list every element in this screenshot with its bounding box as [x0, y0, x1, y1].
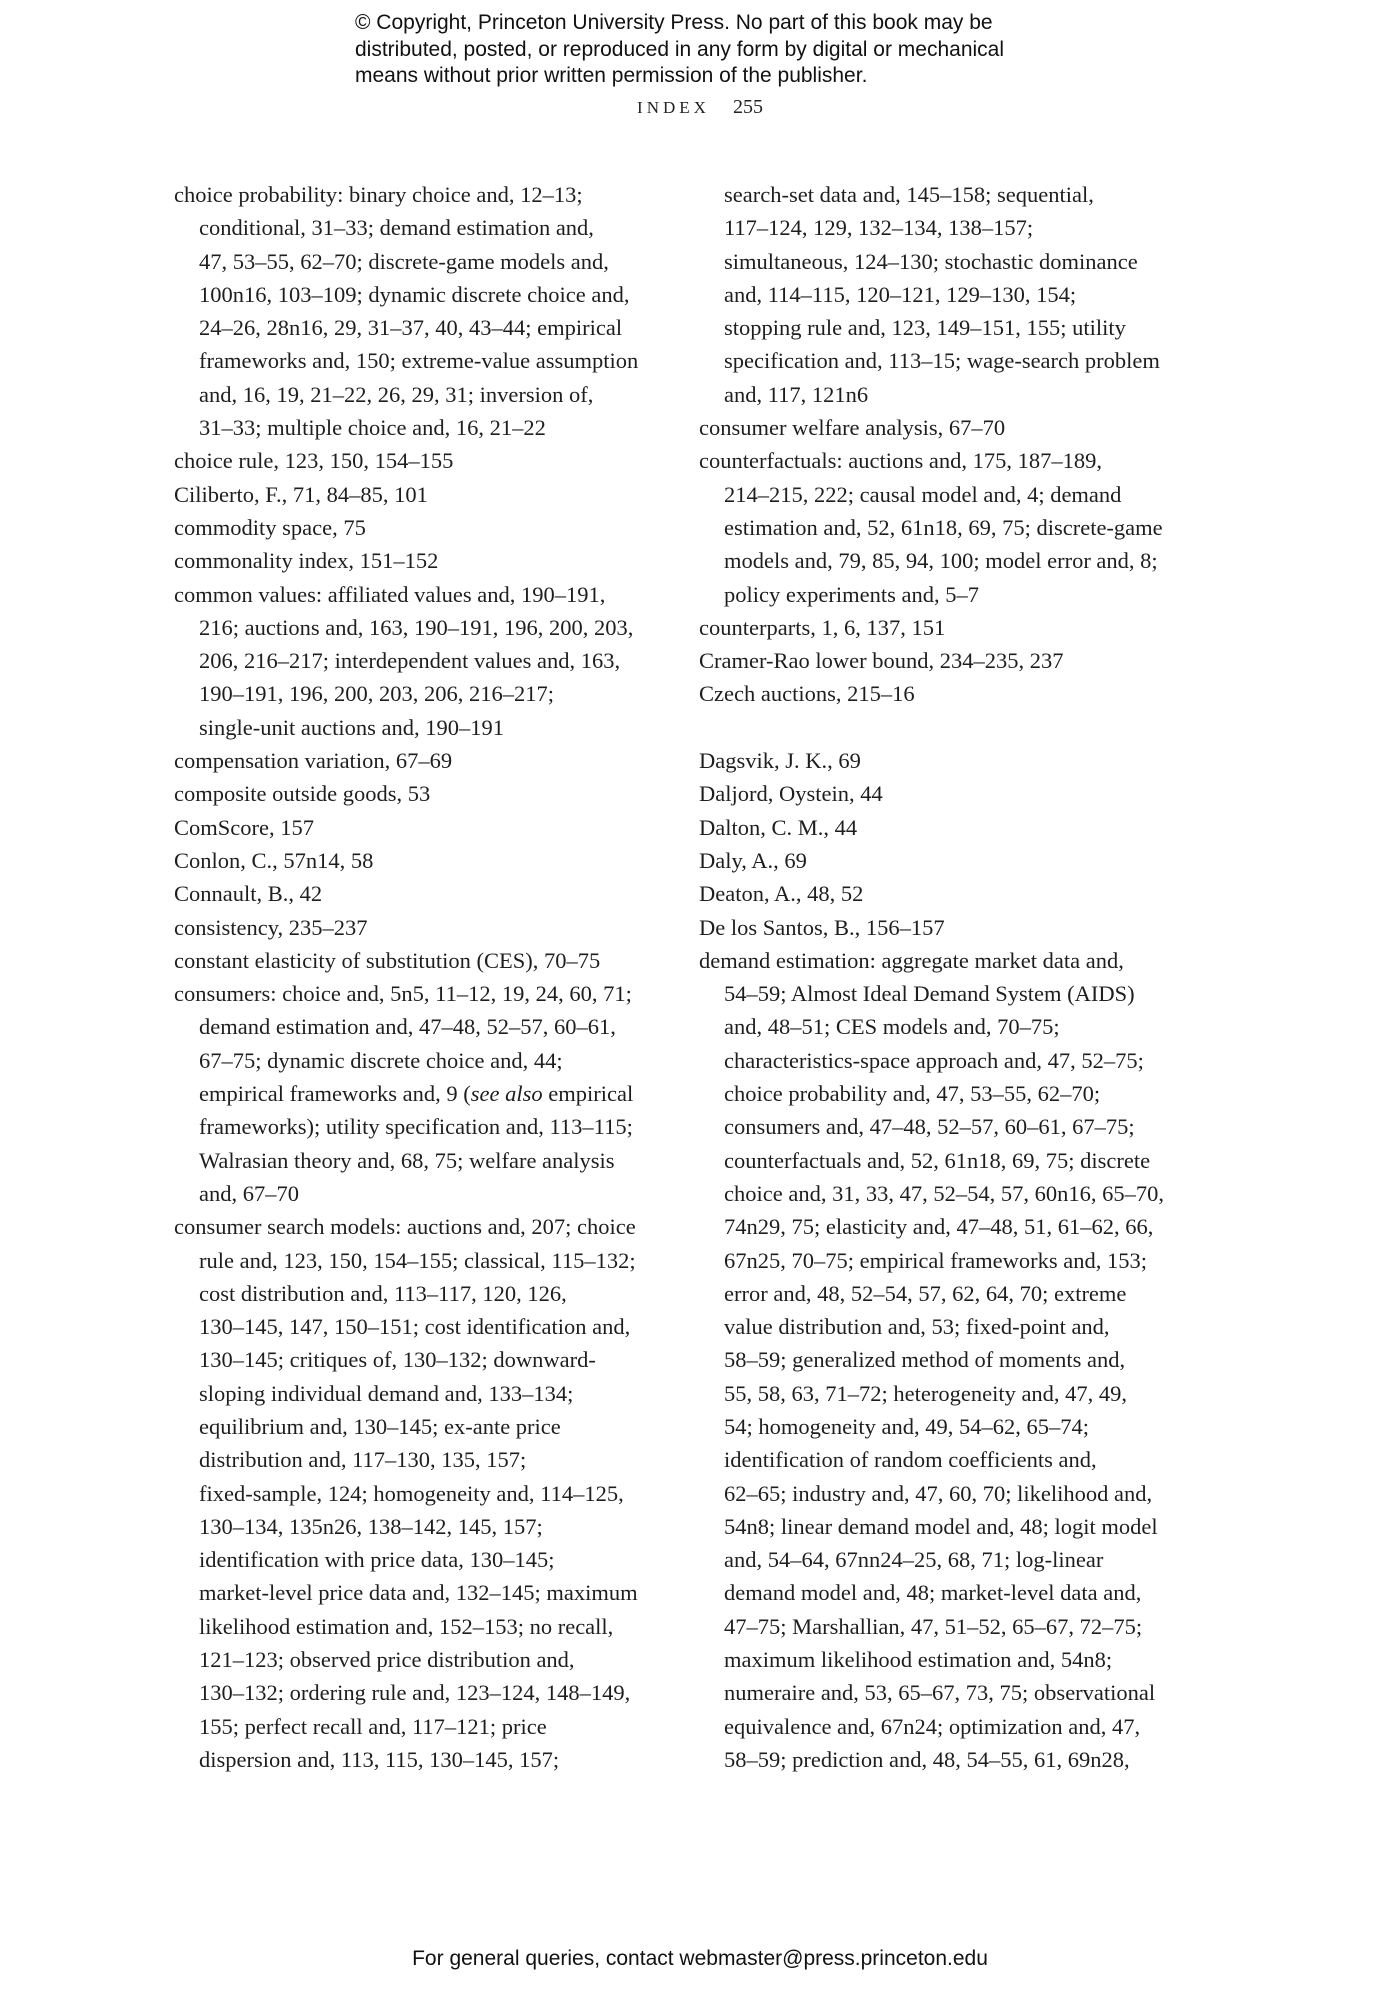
index-entry: Deaton, A., 48, 52: [699, 881, 864, 907]
index-entry-continuation: conditional, 31–33; demand estimation and,: [199, 215, 594, 241]
index-entry: Daljord, Oystein, 44: [699, 781, 883, 807]
index-entry-continuation: 54n8; linear demand model and, 48; logit model: [724, 1513, 1158, 1539]
index-entry-continuation: counterfactuals and, 52, 61n18, 69, 75; discrete: [724, 1147, 1151, 1173]
index-entry: composite outside goods, 53: [174, 781, 431, 807]
index-entry: consistency, 235–237: [174, 914, 368, 940]
index-entry-continuation: 74n29, 75; elasticity and, 47–48, 51, 61–62, 66,: [724, 1214, 1154, 1240]
index-entry-continuation: 54–59; Almost Ideal Demand System (AIDS): [724, 981, 1135, 1007]
index-entry-continuation: 47–75; Marshallian, 47, 51–52, 65–67, 72–75;: [724, 1613, 1143, 1639]
index-entry-continuation: likelihood estimation and, 152–153; no recall,: [199, 1613, 614, 1639]
index-entry-continuation: 31–33; multiple choice and, 16, 21–22: [199, 415, 546, 441]
index-entry-continuation: 155; perfect recall and, 117–121; price: [199, 1713, 547, 1739]
running-head-title: INDEX: [637, 98, 710, 117]
index-entry-continuation: models and, 79, 85, 94, 100; model error and, 8;: [724, 548, 1158, 574]
index-entry: choice rule, 123, 150, 154–155: [174, 448, 454, 474]
index-entry-continuation: search-set data and, 145–158; sequential,: [724, 182, 1094, 207]
index-entry: counterfactuals: auctions and, 175, 187–189,: [699, 448, 1103, 474]
page-number: 255: [732, 96, 763, 118]
index-entry-continuation: market-level price data and, 132–145; maximum: [199, 1580, 638, 1606]
index-entry-continuation: 58–59; generalized method of moments and,: [724, 1347, 1126, 1373]
index-entry: consumer welfare analysis, 67–70: [699, 415, 1006, 441]
index-entry: choice probability: binary choice and, 12–13;: [174, 182, 583, 207]
index-entry-continuation: 47, 53–55, 62–70; discrete-game models and,: [199, 248, 609, 274]
index-entry: common values: affiliated values and, 190–191,: [174, 581, 606, 607]
index-entry: Cramer-Rao lower bound, 234–235, 237: [699, 648, 1064, 674]
index-entry-continuation: 24–26, 28n16, 29, 31–37, 40, 43–44; empirical: [199, 315, 623, 341]
index-entry-continuation: 62–65; industry and, 47, 60, 70; likelihood and,: [724, 1480, 1153, 1506]
index-entry-continuation: fixed-sample, 124; homogeneity and, 114–125,: [199, 1480, 624, 1506]
index-entry-continuation: and, 114–115, 120–121, 129–130, 154;: [724, 281, 1077, 307]
index-entry: Czech auctions, 215–16: [699, 681, 915, 707]
index-entry-continuation: 121–123; observed price distribution and,: [199, 1647, 575, 1673]
index-entry: Dalton, C. M., 44: [699, 814, 858, 840]
index-column-right: [699, 178, 1199, 1776]
copyright-line: means without prior written permission of the publisher.: [355, 64, 868, 87]
index-entry-continuation: choice and, 31, 33, 47, 52–54, 57, 60n16, 65–70,: [724, 1180, 1164, 1206]
index-entry-continuation: 58–59; prediction and, 48, 54–55, 61, 69n28,: [724, 1746, 1130, 1772]
index-entry-continuation: frameworks); utility specification and, 113–115;: [199, 1114, 633, 1140]
index-entry-continuation: 130–145, 147, 150–151; cost identification and,: [199, 1314, 631, 1340]
index-entry: De los Santos, B., 156–157: [699, 914, 945, 940]
index-entry-continuation: 130–134, 135n26, 138–142, 145, 157;: [199, 1513, 543, 1539]
index-entry-continuation: value distribution and, 53; fixed-point and,: [724, 1314, 1110, 1340]
index-entry-continuation: Walrasian theory and, 68, 75; welfare analysis: [199, 1147, 615, 1173]
index-entry-continuation: equivalence and, 67n24; optimization and, 47,: [724, 1713, 1141, 1739]
index-entry: Conlon, C., 57n14, 58: [174, 847, 374, 873]
index-entry-continuation: [174, 1077, 674, 1110]
index-entry: commonality index, 151–152: [174, 548, 439, 574]
index-entry: ComScore, 157: [174, 814, 314, 840]
index-entry: consumer search models: auctions and, 207; choice: [174, 1214, 636, 1240]
letter-group-gap: [699, 711, 1199, 744]
index-column-left: [174, 178, 674, 1776]
see-also-reference: see also: [470, 1081, 543, 1107]
index-entry-continuation: and, 48–51; CES models and, 70–75;: [724, 1014, 1060, 1040]
index-entry-continuation: characteristics-space approach and, 47, 52–75;: [724, 1047, 1144, 1073]
index-entry: demand estimation: aggregate market data and,: [699, 947, 1124, 973]
index-entry-continuation: simultaneous, 124–130; stochastic dominance: [724, 248, 1138, 274]
index-entry: Ciliberto, F., 71, 84–85, 101: [174, 481, 428, 507]
index-entry: Daly, A., 69: [699, 847, 807, 873]
index-entry-continuation: 54; homogeneity and, 49, 54–62, 65–74;: [724, 1413, 1089, 1439]
index-entry: Dagsvik, J. K., 69: [699, 748, 861, 774]
index-entry-continuation: choice probability and, 47, 53–55, 62–70;: [724, 1081, 1101, 1107]
index-entry-continuation: sloping individual demand and, 133–134;: [199, 1380, 574, 1406]
index-entry-continuation: 190–191, 196, 200, 203, 206, 216–217;: [199, 681, 555, 707]
index-entry: constant elasticity of substitution (CES), 70–75: [174, 947, 601, 973]
footer-contact: For general queries, contact webmaster@press.princeton.edu: [412, 1947, 988, 1970]
index-entry-continuation: stopping rule and, 123, 149–151, 155; utility: [724, 315, 1126, 341]
index-entry: consumers: choice and, 5n5, 11–12, 19, 24, 60, 71;: [174, 981, 632, 1007]
index-entry-continuation: dispersion and, 113, 115, 130–145, 157;: [199, 1746, 560, 1772]
index-entry: Connault, B., 42: [174, 881, 323, 907]
index-entry-continuation: frameworks and, 150; extreme-value assumption: [199, 348, 639, 374]
index-entry: commodity space, 75: [174, 514, 366, 540]
index-entry: compensation variation, 67–69: [174, 748, 453, 774]
index-entry-continuation: 206, 216–217; interdependent values and, 163,: [199, 648, 621, 674]
index-entry-continuation: 67n25, 70–75; empirical frameworks and, 153;: [724, 1247, 1148, 1273]
index-entry-continuation: 214–215, 222; causal model and, 4; demand: [724, 481, 1122, 507]
index-entry-continuation: numeraire and, 53, 65–67, 73, 75; observational: [724, 1680, 1156, 1706]
index-entry-continuation: 117–124, 129, 132–134, 138–157;: [724, 215, 1034, 241]
index-entry-continuation: error and, 48, 52–54, 57, 62, 64, 70; extreme: [724, 1280, 1127, 1306]
index-entry-continuation: 67–75; dynamic discrete choice and, 44;: [199, 1047, 563, 1073]
index-entry-continuation: estimation and, 52, 61n18, 69, 75; discrete-game: [724, 514, 1163, 540]
index-entry-continuation: 216; auctions and, 163, 190–191, 196, 200, 203,: [199, 614, 634, 640]
index-entry-continuation: and, 117, 121n6: [724, 381, 869, 407]
copyright-notice: [355, 10, 1115, 90]
index-text: empirical frameworks and, 9 (: [199, 1081, 471, 1107]
index-entry-continuation: 130–132; ordering rule and, 123–124, 148–149,: [199, 1680, 631, 1706]
copyright-line: distributed, posted, or reproduced in any form by digital or mechanical: [355, 37, 1005, 61]
index-entry-continuation: and, 54–64, 67nn24–25, 68, 71; log-linear: [724, 1547, 1104, 1573]
index-entry-continuation: specification and, 113–15; wage-search problem: [724, 348, 1160, 374]
index-entry: counterparts, 1, 6, 137, 151: [699, 614, 946, 640]
index-entry-continuation: policy experiments and, 5–7: [724, 581, 979, 607]
copyright-line: © Copyright, Princeton University Press. No part of this book may be: [355, 11, 993, 34]
index-entry-continuation: 100n16, 103–109; dynamic discrete choice and,: [199, 281, 630, 307]
index-entry-continuation: maximum likelihood estimation and, 54n8;: [724, 1647, 1113, 1673]
index-entry-continuation: demand model and, 48; market-level data and,: [724, 1580, 1142, 1606]
index-entry-continuation: and, 16, 19, 21–22, 26, 29, 31; inversion of,: [199, 381, 594, 407]
index-entry-continuation: 55, 58, 63, 71–72; heterogeneity and, 47, 49,: [724, 1380, 1128, 1406]
index-entry-continuation: distribution and, 117–130, 135, 157;: [199, 1447, 527, 1473]
index-entry-continuation: cost distribution and, 113–117, 120, 126,: [199, 1280, 567, 1306]
index-entry-continuation: and, 67–70: [199, 1180, 299, 1206]
index-entry-continuation: rule and, 123, 150, 154–155; classical, 115–132;: [199, 1247, 636, 1273]
index-entry-continuation: demand estimation and, 47–48, 52–57, 60–61,: [199, 1014, 616, 1040]
index-entry-continuation: consumers and, 47–48, 52–57, 60–61, 67–75;: [724, 1114, 1135, 1140]
running-head: [0, 96, 1400, 119]
index-entry-continuation: identification of random coefficients and,: [724, 1447, 1097, 1473]
index-entry-continuation: single-unit auctions and, 190–191: [199, 714, 504, 740]
index-text: empirical: [542, 1081, 634, 1107]
index-entry-continuation: equilibrium and, 130–145; ex-ante price: [199, 1413, 561, 1439]
index-entry-continuation: 130–145; critiques of, 130–132; downward-: [199, 1347, 596, 1373]
index-entry-continuation: identification with price data, 130–145;: [199, 1547, 555, 1573]
